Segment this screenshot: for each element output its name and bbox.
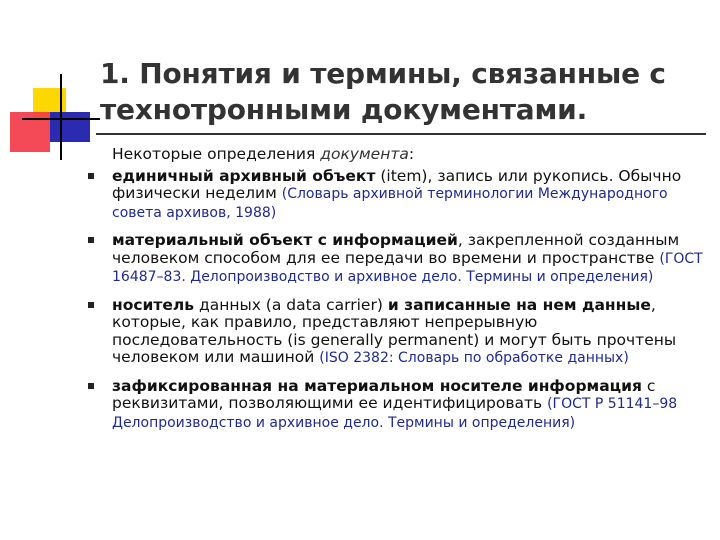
item-term-2: и записанные на нем данные <box>387 295 651 314</box>
title-divider <box>96 133 706 135</box>
intro-colon: : <box>408 145 415 163</box>
item-text: (item), запись или рукопись. Обычно физически неделим <box>112 166 682 202</box>
decor-blue-square <box>50 112 90 142</box>
intro-text: Некоторые определения <box>112 145 321 163</box>
item-reference: (Словарь архивной терминологии Международного совета архивов, 1988) <box>112 186 668 221</box>
item-reference: (ГОСТ Р 51141–98 Делопроизводство и архивное дело. Термины и определения) <box>112 396 678 431</box>
list-item <box>112 232 704 287</box>
slide-body <box>112 146 704 442</box>
item-text: данных (a data carrier) <box>194 295 388 314</box>
bullet-icon <box>88 237 94 243</box>
item-term: материальный объект с информацией <box>112 231 458 249</box>
bullet-icon <box>88 173 94 179</box>
decor-horizontal-line <box>22 118 100 120</box>
item-reference: (ГОСТ 16487–83. Делопроизводство и архивное дело. Термины и определения) <box>112 250 703 285</box>
item-reference: (ISO 2382: Словарь по обработке данных) <box>319 350 629 366</box>
list-item <box>112 297 704 368</box>
bullet-icon <box>88 302 94 308</box>
intro-line <box>112 146 704 164</box>
list-item <box>112 378 704 433</box>
title-line-2: технотронными документами. <box>100 93 588 126</box>
list-item <box>112 168 704 223</box>
item-text: , закрепленной созданным человеком способом для ее передачи во времени и пространстве <box>112 231 680 267</box>
item-text: с реквизитами, позволяющими ее идентифицировать <box>112 376 656 412</box>
bullet-icon <box>88 383 94 389</box>
item-term: единичный архивный объект <box>112 166 376 185</box>
item-term: зафиксированная на материальном носителе информация <box>112 376 642 395</box>
decor-vertical-line <box>60 74 62 160</box>
slide-title <box>100 56 700 128</box>
item-term: носитель <box>112 295 195 314</box>
title-line-1: 1. Понятия и термины, связанные с <box>100 57 666 90</box>
intro-emphasis: документа <box>320 145 409 163</box>
item-text-2: , которые, как правило, представляют непрерывную последовательность (is generally permanent) и могут быть прочтены человеком или машиной <box>112 295 677 366</box>
